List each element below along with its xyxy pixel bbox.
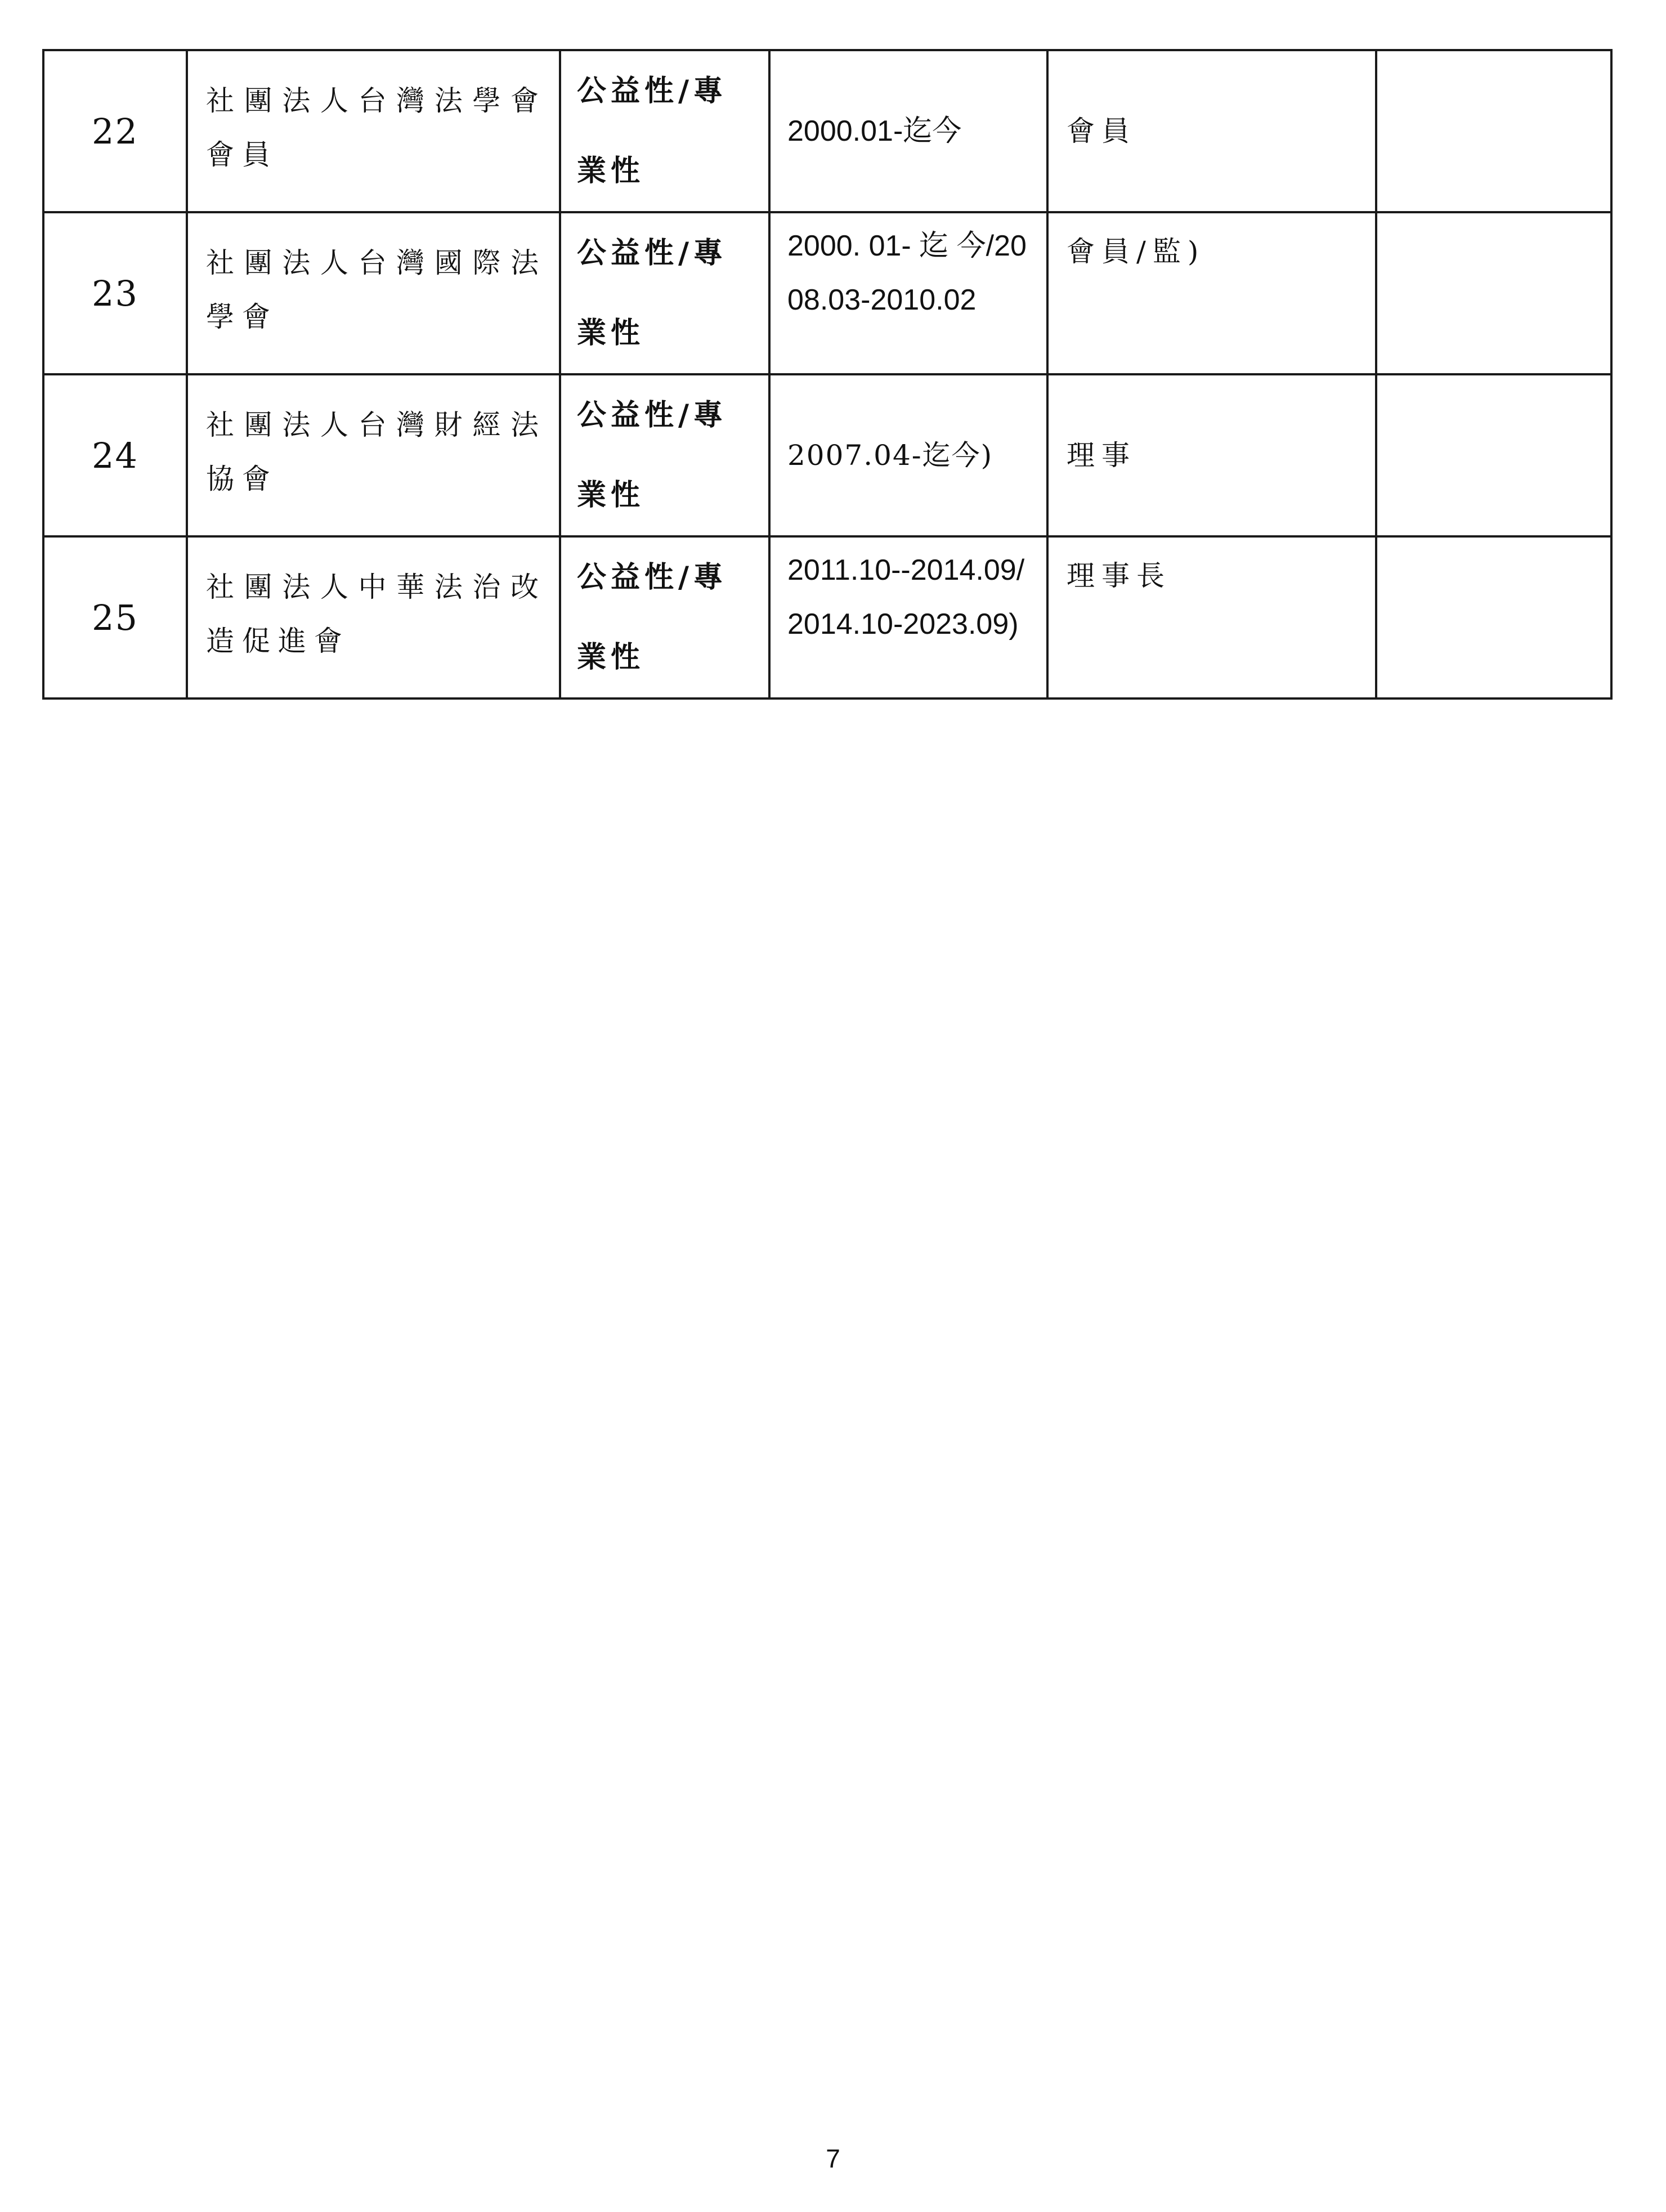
organization-type-line: 公益性/專 [577, 561, 727, 594]
position-title: 會員/監) [1047, 212, 1376, 374]
organization-name: 社團法人台灣法學會會員 [187, 50, 560, 212]
table-row [43, 50, 1611, 212]
organization-type [560, 212, 769, 374]
position-title: 會員 [1047, 50, 1376, 212]
organization-type-line: 業性 [577, 316, 645, 350]
organization-type-line: 業性 [577, 478, 645, 512]
organization-type-line: 業性 [577, 641, 645, 674]
position-title: 理事長 [1047, 536, 1376, 698]
organization-type [560, 536, 769, 698]
table-row [43, 212, 1611, 374]
note-cell [1376, 50, 1611, 212]
affiliations-table [42, 49, 1613, 700]
row-number: 23 [43, 212, 187, 374]
organization-name: 社團法人中華法治改造促進會 [187, 536, 560, 698]
table-row [43, 374, 1611, 536]
organization-type-line: 公益性/專 [577, 398, 727, 432]
organization-type [560, 50, 769, 212]
tenure-period: 2000. 01- 迄 今/2008.03-2010.02 [769, 212, 1047, 374]
organization-type-line: 公益性/專 [577, 236, 727, 270]
organization-type [560, 374, 769, 536]
note-cell [1376, 536, 1611, 698]
organization-type-line: 公益性/專 [577, 74, 727, 108]
organization-name: 社團法人台灣國際法學會 [187, 212, 560, 374]
position-title: 理事 [1047, 374, 1376, 536]
row-number: 24 [43, 374, 187, 536]
organization-name: 社團法人台灣財經法協會 [187, 374, 560, 536]
row-number: 22 [43, 50, 187, 212]
tenure-period: 2011.10--2014.09/2014.10-2023.09) [769, 536, 1047, 698]
organization-type-line: 業性 [577, 154, 645, 188]
table-row [43, 536, 1611, 698]
tenure-period: 2000.01-迄今 [769, 50, 1047, 212]
note-cell [1376, 212, 1611, 374]
tenure-period: 2007.04-迄今) [769, 374, 1047, 536]
note-cell [1376, 374, 1611, 536]
row-number: 25 [43, 536, 187, 698]
page-number: 7 [826, 2144, 840, 2173]
